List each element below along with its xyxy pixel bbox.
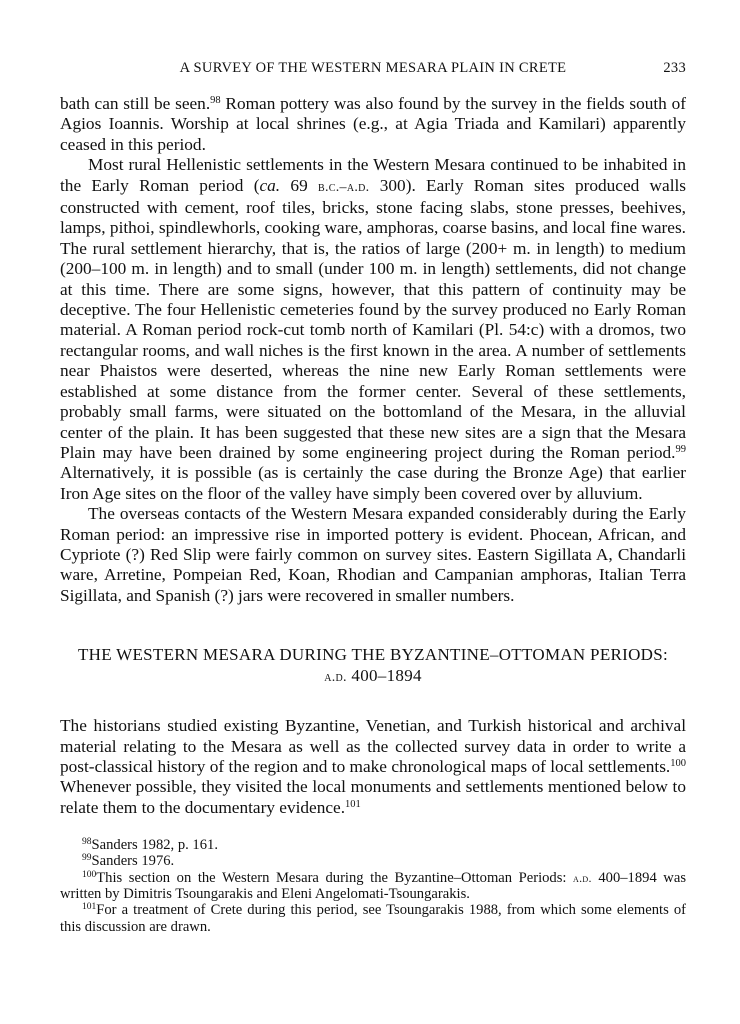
running-title: A SURVEY OF THE WESTERN MESARA PLAIN IN CRETE <box>179 60 567 76</box>
footnote-100-text-b: 400–1894 was written by Dimitris Tsoungarakis and Eleni Angelomati-Tsoungarakis. <box>60 869 686 903</box>
footnote-100-number: 100 <box>82 869 97 880</box>
paragraph-1-text-a: bath can still be seen. <box>60 94 211 113</box>
footnotes <box>60 837 686 935</box>
footnote-101 <box>60 902 686 935</box>
paragraph-2-text-a: Most rural Hellenistic settlements in the Western Mesara continued to be inhabited in the Early Roman period ( <box>60 155 686 195</box>
paragraph-4 <box>60 716 686 818</box>
footnote-ref-98: 98 <box>210 95 221 106</box>
section-body <box>60 716 686 818</box>
section-heading-line-2 <box>60 665 686 688</box>
footnote-98-number: 98 <box>82 837 92 848</box>
paragraph-2 <box>60 155 686 504</box>
paragraph-1-text-b: Roman pottery was also found by the survey in the fields south of Agios Ioannis. Worship at local shrines (e.g., at Agia Triada and Kamilari) apparently ceased in this period. <box>60 94 686 154</box>
footnote-98-text: Sanders 1982, p. 161. <box>91 837 218 854</box>
section-heading-years: 400–1894 <box>346 666 422 686</box>
circa-abbrev: ca. <box>259 175 281 195</box>
section-heading-line-1: THE WESTERN MESARA DURING THE BYZANTINE–OTTOMAN PERIODS: <box>77 645 669 665</box>
section-heading-era: a.d. <box>324 670 347 686</box>
paragraph-2-text-d: Alternatively, it is possible (as is certainly the case during the Bronze Age) that earlier Iron Age sites on the floor of the valley have simply been covered over by alluvium. <box>60 463 686 503</box>
footnote-100 <box>60 870 686 903</box>
paragraph-3: The overseas contacts of the Western Mesara expanded considerably during the Early Roman period: an impressive rise in imported pottery is evident. Phocean, African, and Cypriote (?) Red Slip were fairly common on survey sites. Eastern Sigillata A, Chandarli ware, Arretine, Pompeian Red, Koan, Rhodian and Campanian amphoras, Italian Terra Sigillata, and Spanish (?) jars were recovered in smaller numbers. <box>60 504 686 605</box>
section-heading <box>60 644 686 688</box>
footnote-99-text: Sanders 1976. <box>91 853 175 870</box>
paragraph-2-text-b: 69 <box>280 175 318 195</box>
footnote-100-text-a: This section on the Western Mesara during the Byzantine–Ottoman Periods: <box>96 869 574 886</box>
footnote-99 <box>60 853 686 869</box>
footnote-100-era: a.d. <box>573 870 592 885</box>
era-abbrev: b.c.–a.d. <box>318 179 370 195</box>
footnote-101-number: 101 <box>82 902 97 913</box>
footnote-ref-100: 100 <box>670 757 686 769</box>
footnote-ref-101: 101 <box>345 798 361 810</box>
running-head <box>60 60 686 82</box>
body-text <box>60 94 686 606</box>
paragraph-4-text-b: Whenever possible, they visited the local monuments and settlements mentioned below to relate them to the documentary evidence. <box>60 777 686 817</box>
paragraph-2-text-c: 300). Early Roman sites produced walls constructed with cement, roof tiles, bricks, stone facing slabs, stone presses, beehives, lamps, pithoi, spindlewhorls, cooking ware, amphoras, coarse basins, and local fine wares. The rural settlement hierarchy, that is, the ratios of large (200+ m. in length) to medium (200–100 m. in length) and to small (under 100 m. in length) settlements, did not change at this time. There are some signs, however, that this pattern of continuity may be deceptive. The four Hellenistic cemeteries found by the survey produced no Early Roman material. A Roman period rock-cut tomb north of Kamilari (Pl. 54:c) with a dromos, two rectangular rooms, and wall niches is the first known in the area. A number of settlements near Phaistos were deserted, whereas the nine new Early Roman settlements were established at some distance from the former center. Several of these settlements, probably small farms, were situated on the bottomland of the Mesara, in the alluvial center of the plain. It has been suggested that these new sites are a sign that the Mesara Plain may have been drained by some engineering project during the Roman period. <box>60 175 687 462</box>
footnote-98 <box>60 837 686 853</box>
paragraph-4-text-a: The historians studied existing Byzantine, Venetian, and Turkish historical and archival material relating to the Mesara as well as the collected survey data in order to write a post-classical history of the region and to make chronological maps of local settlements. <box>60 716 686 776</box>
paragraph-1 <box>60 94 686 155</box>
page-number: 233 <box>663 60 686 76</box>
footnote-101-text: For a treatment of Crete during this period, see Tsoungarakis 1988, from which some elements of this discussion are drawn. <box>60 902 686 935</box>
document-page <box>60 60 686 935</box>
footnote-99-number: 99 <box>82 853 92 864</box>
footnote-ref-99: 99 <box>675 443 686 455</box>
